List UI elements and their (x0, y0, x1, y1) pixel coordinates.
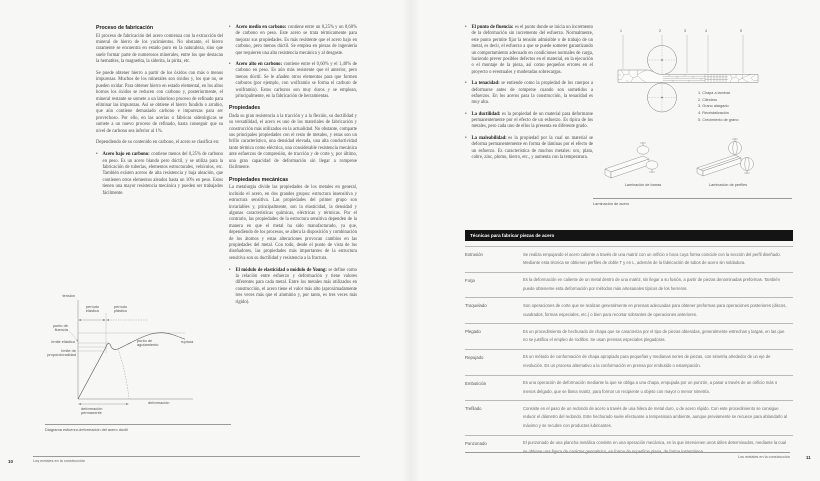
bullet-item (96, 152, 223, 197)
bullet-title: Acero alto en carbono: (235, 61, 283, 67)
table-desc: El punzonado de una plancha metálica consiste en una operación mecánica, en la que intervienen unos útiles determinados, mediante la cual se obtiene una figura de carácter geométrico, en forma de superficie plana, de forma instantánea. (523, 440, 787, 454)
table-row (465, 376, 793, 402)
techniques-table (465, 230, 793, 460)
paragraph: Se puede obtener hierro a partir de los óxidos con más o menos impurezas. Muchos de los minerales son óxidos y, los que no, se pueden oxidar. Para obtener hierro en estado elemental, en los altos hornos los óxidos se reducen con carbono y, posteriormente, el mineral restante se somete a un laborioso proceso de refinado para eliminar las impurezas. Así se obtiene el hierro fundido o arrabio, que aún contiene demasiado carbono e impurezas para ser provechoso. Por ello, en las acerías o fábricas siderúrgicas se somete a un nuevo proceso de refinado, hasta conseguir que su nivel de carbono sea inferior al 1%. (96, 71, 223, 134)
section-heading-proceso: Proceso de fabricación (96, 25, 154, 31)
rolling-mill-drawing (593, 22, 792, 210)
bullet-title: Acero medio en carbono: (235, 25, 287, 30)
table-desc: Son operaciones de corte que se realizan generalmente en prensas adecuadas para obtener preformas para operaciones posteriores (discos, cuadrados, formas especiales, etc.) o bien para recortar sobrantes de operaciones anteriores. (523, 302, 787, 317)
bullet-title: El punto de fluencia: (471, 25, 514, 30)
page-number-left: 10 (8, 459, 14, 464)
bullet-text: contiene entre el 0,60% y el 1,40% de carbono en peso. Es aún más resistente que el anterior, pero menos dúctil. Se le añaden otros elementos para que formen carburos (por ejemplo, con wolframio se forma el carburo de wolframio). Estos carburos son muy duros y se emplean, principalmente, en la fabricación de herramientas. (235, 61, 358, 99)
leader-number: 1 (620, 29, 622, 33)
rolling-mill-figure (593, 22, 792, 210)
table-term: Extrusión (465, 252, 483, 257)
table-row (465, 350, 793, 376)
page-number-right: 11 (806, 455, 811, 460)
table-row (465, 324, 793, 350)
right-column-1 (465, 25, 593, 166)
caption-laminacion-perfiles: Laminación de perfiles (709, 183, 747, 187)
bullet-title: Acero bajo en carbono: (102, 152, 150, 158)
bullet-title: La maleabilidad: (471, 135, 507, 141)
diagram-label-periodo-elastico: período elástico (85, 304, 100, 314)
diagram-caption: Diagrama esfuerzo-deformación del acero dúctil (45, 424, 231, 432)
table-desc: Se realiza empujando el acero caliente a través de una matriz con un orificio o boca cuya forma coincide con la sección del perfil diseñado. Mediante esta técnica se obtienen perfiles de doble T y en L, además de la fabricación de tubos de acero sin soldadura. (523, 251, 781, 266)
stress-strain-diagram (45, 293, 237, 423)
left-column-2 (229, 25, 357, 311)
diagram-label-limite-elastico: límite elástico (51, 339, 75, 344)
diagram-label-limite-proporcionalidad: límite de proporcionalidad (47, 348, 76, 358)
paragraph: La metalurgia divide las propiedades de los metales en general, incluido el acero, en dos grandes grupos: estructura insensitiva y estructura sensitiva. Las propiedades del primer grupo son invariables y, principalmente, son la elasticidad, la densidad y algunas características químicas, eléctricas y térmicas. Por el contrario, las propiedades de la estructura sensitiva dependen de la manera en que el metal ha sido manufacturado, ya que, dependiendo de los procesos, se altera la disposición y combinación de los átomos y estas alteraciones provocan cambios en las propiedades del metal. Con todo, desde el punto de vista de los diseñadores, las propiedades más importantes de la estructura sensitiva son su ductilidad y resistencia a la fractura. (229, 185, 357, 261)
table-desc: Consiste en el paso de un redondo de acero a través de una hilera de metal duro, o de acero rápido. Con este procedimiento se consigue reducir el diámetro del redondo. Este hechurado suele efectuarse a temperatura ambiente, aunque previamente se recuece para ablandarlo al máximo y se recubre con productos lubricantes. (523, 405, 787, 429)
leader-number: 5 (740, 29, 742, 33)
table-term: Troquelado (465, 303, 487, 309)
bullet-item (465, 25, 593, 76)
table-term: Repujado (465, 354, 484, 360)
table-term: Trefilado (465, 406, 482, 412)
diagram-label-deformacion-permanente: deformación permanente (81, 406, 103, 416)
bullet-text: se entiende como la propiedad de los cuerpos a deformarse antes de romperse cuando son sometidos a esfuerzos. En los aceros para la construcción, la tenacidad es muy alta. (471, 81, 593, 106)
footer-left: Los metales en la construcción (33, 456, 360, 463)
legend-item: 1. Chapa a laminar (698, 91, 731, 95)
legend-item: 3. Grano alargado (698, 104, 729, 109)
table-body (465, 246, 793, 460)
bullet-item (465, 136, 593, 162)
leader-number: 4 (705, 29, 707, 33)
bullet-item (229, 268, 357, 306)
paragraph: El proceso de fabricación del acero comienza con la extracción del mineral de hierro de los yacimientos. No obstante, el hierro raramente se encuentra en estado puro en la naturaleza, sino que suele formar parte de numerosos minerales, entre los que destacan la hematites, la magnetita, la siderita, la pirita, etc. (96, 33, 223, 65)
leader-number: 2 (659, 29, 661, 33)
bullet-text: es la propiedad por la cual un material se deforma permanentemente en forma de láminas por el efecto de un esfuerzo. Es característica de muchos metales: oro, plata, cobre, zinc, plomo, hierro, etc., y aumenta con la temperatura. (471, 135, 594, 161)
legend-item: 2. Cilindros (698, 97, 717, 102)
stress-strain-curve (45, 293, 237, 423)
bullet-text: contiene menos del 0,25% de carbono en peso. Es un acero blando pero dúctil, y se utiliza para la fabricación de tuberías, elementos estructurales, vehículos, etc. También existen aceros de alta resistencia y baja aleación, que contienen otros elementos aleados hasta un 10% en peso. Estos tienen una mayor resistencia mecánica y pueden ser trabajados fácilmente. (102, 152, 223, 196)
paragraph: Dependiendo de su contenido en carbono, el acero se clasifica en: (96, 140, 220, 146)
table-desc: Es una operación de deformación mediante la que se obliga a una chapa, empujada por un punzón, a pasar a través de un orificio más o menos delgado, que se llama matriz, para formar un recipiente u objeto con mayor o menor simetría. (523, 380, 778, 394)
bullet-text: es la propiedad de un material para deformarse permanentemente por el efecto de un esfuerzo. Es típica de los metales, pero cada uno de ellos la presenta en diferente grado. (471, 111, 593, 130)
table-header-bar: Técnicas para fabricar piezas de acero (465, 230, 793, 241)
diagram-label-ruptura: ruptura (181, 339, 194, 344)
leader-number: 3 (684, 29, 686, 33)
section-heading-propiedades: Propiedades (229, 105, 261, 112)
table-row (465, 247, 793, 273)
bullet-title: La ductilidad: (471, 111, 501, 117)
bullet-title: La tenacidad: (471, 81, 500, 87)
table-term: Forja (465, 277, 475, 283)
diagram-label-punto-fluencia: punto de fluencia (52, 323, 68, 333)
figure-caption: Laminación de acero (593, 198, 792, 206)
table-term: Punzonado (465, 440, 487, 446)
table-row (465, 298, 793, 324)
table-desc: Es la deformación en caliente de un metal dentro de una matriz, sin llegar a su fusión, a partir de piezas denominadas preformas. También puede obtenerse esta deformación por métodos más artesanales típicos de los herreros. (523, 277, 780, 291)
bullet-item (229, 25, 357, 57)
footer-right: Los metales en la construcción (465, 452, 790, 459)
bullet-text: contiene entre un 0,25% y un 0,60% de carbono en peso. Este acero se trata térmicamente para mejorar sus propiedades. Es más resistente que el acero bajo en carbono, pero menos dúctil. Se emplea en piezas de ingeniería que requieren una alta resistencia mecánica y al desgaste. (235, 25, 357, 56)
bullet-title: El módulo de elasticidad o módulo de Young: (235, 267, 327, 273)
legend-item: 4. Recristalización (698, 110, 729, 115)
section-heading-mecanicas: Propiedades mecánicas (229, 176, 289, 183)
diagram-x-axis-label: deformación (148, 400, 170, 405)
bullet-text: es el punto donde se inicia un incremento de la deformación sin incremento del esfuerzo. Normalmente, este punto permite fijar la tensión admisible o de trabajo de un metal, es decir, el esfuerzo a que se puede someter garantizando un comportamiento adecuado en condiciones normales de carga, haciendo prever posibles defectos en el material, en la ejecución o el montaje de la pieza, así como pequeños errores en el proyecto o eventuales y moderadas sobrecargas. (471, 25, 593, 75)
figure-legend (698, 90, 739, 123)
diagram-y-axis-label: tensión (62, 293, 75, 298)
table-term: Embutición (465, 380, 487, 386)
bullet-text: se define como la relación entre esfuerzo y deformación y tiene valores diferentes para cada metal. Entre los metales más utilizados en construcción, el acero tiene el valor más alto (aproximadamente tres veces más que el aluminio y, por tanto, es tres veces más rígido). (235, 267, 357, 305)
bullet-item (465, 112, 593, 131)
bullet-item (465, 81, 593, 107)
caption-laminacion-barras: Laminación de barras (624, 183, 662, 187)
paragraph: Dada su gran resistencia a la tracción y a la flexión, su ductilidad y su versatilidad, el acero es uno de los materiales de fabricación y construcción más utilizados en la actualidad. No obstante, comparte sus principales propiedades con el resto de metales, y estas son un brillo característico, una densidad elevada, una alta conductividad tanto térmica como eléctrica, una considerable resistencia mecánica ante esfuerzos de compresión, de tracción y de corte y, por último, una gran capacidad de deformación sin llegar a romperse fácilmente. (229, 113, 357, 170)
diagram-label-punto-agotamiento: punto de agotamiento (137, 338, 159, 348)
table-desc: Es un procedimiento de hechurado de chapa que se caracteriza por el tipo de piezas obtenidas, generalmente estrechas y largas, en las que no se justifica el empleo de rodillos. Se usan prensas especiales plegadoras. (523, 328, 785, 343)
bullet-item (229, 62, 357, 100)
table-row (465, 273, 793, 299)
left-column-1 (96, 25, 223, 202)
spread-gutter (402, 0, 420, 481)
table-desc: Es un método de conformación de chapa apropiado para pequeñas y medianas series de piezas, con simetría alrededor de un eje de revolución. Es un proceso alternativo a la conformación en prensa por embutido o estampación. (523, 354, 771, 368)
diagram-label-periodo-plastico: período plástico (113, 304, 128, 314)
legend-item: 5. Crecimiento de grano (698, 117, 739, 122)
table-row (465, 401, 793, 435)
table-term: Plegado (465, 329, 481, 335)
